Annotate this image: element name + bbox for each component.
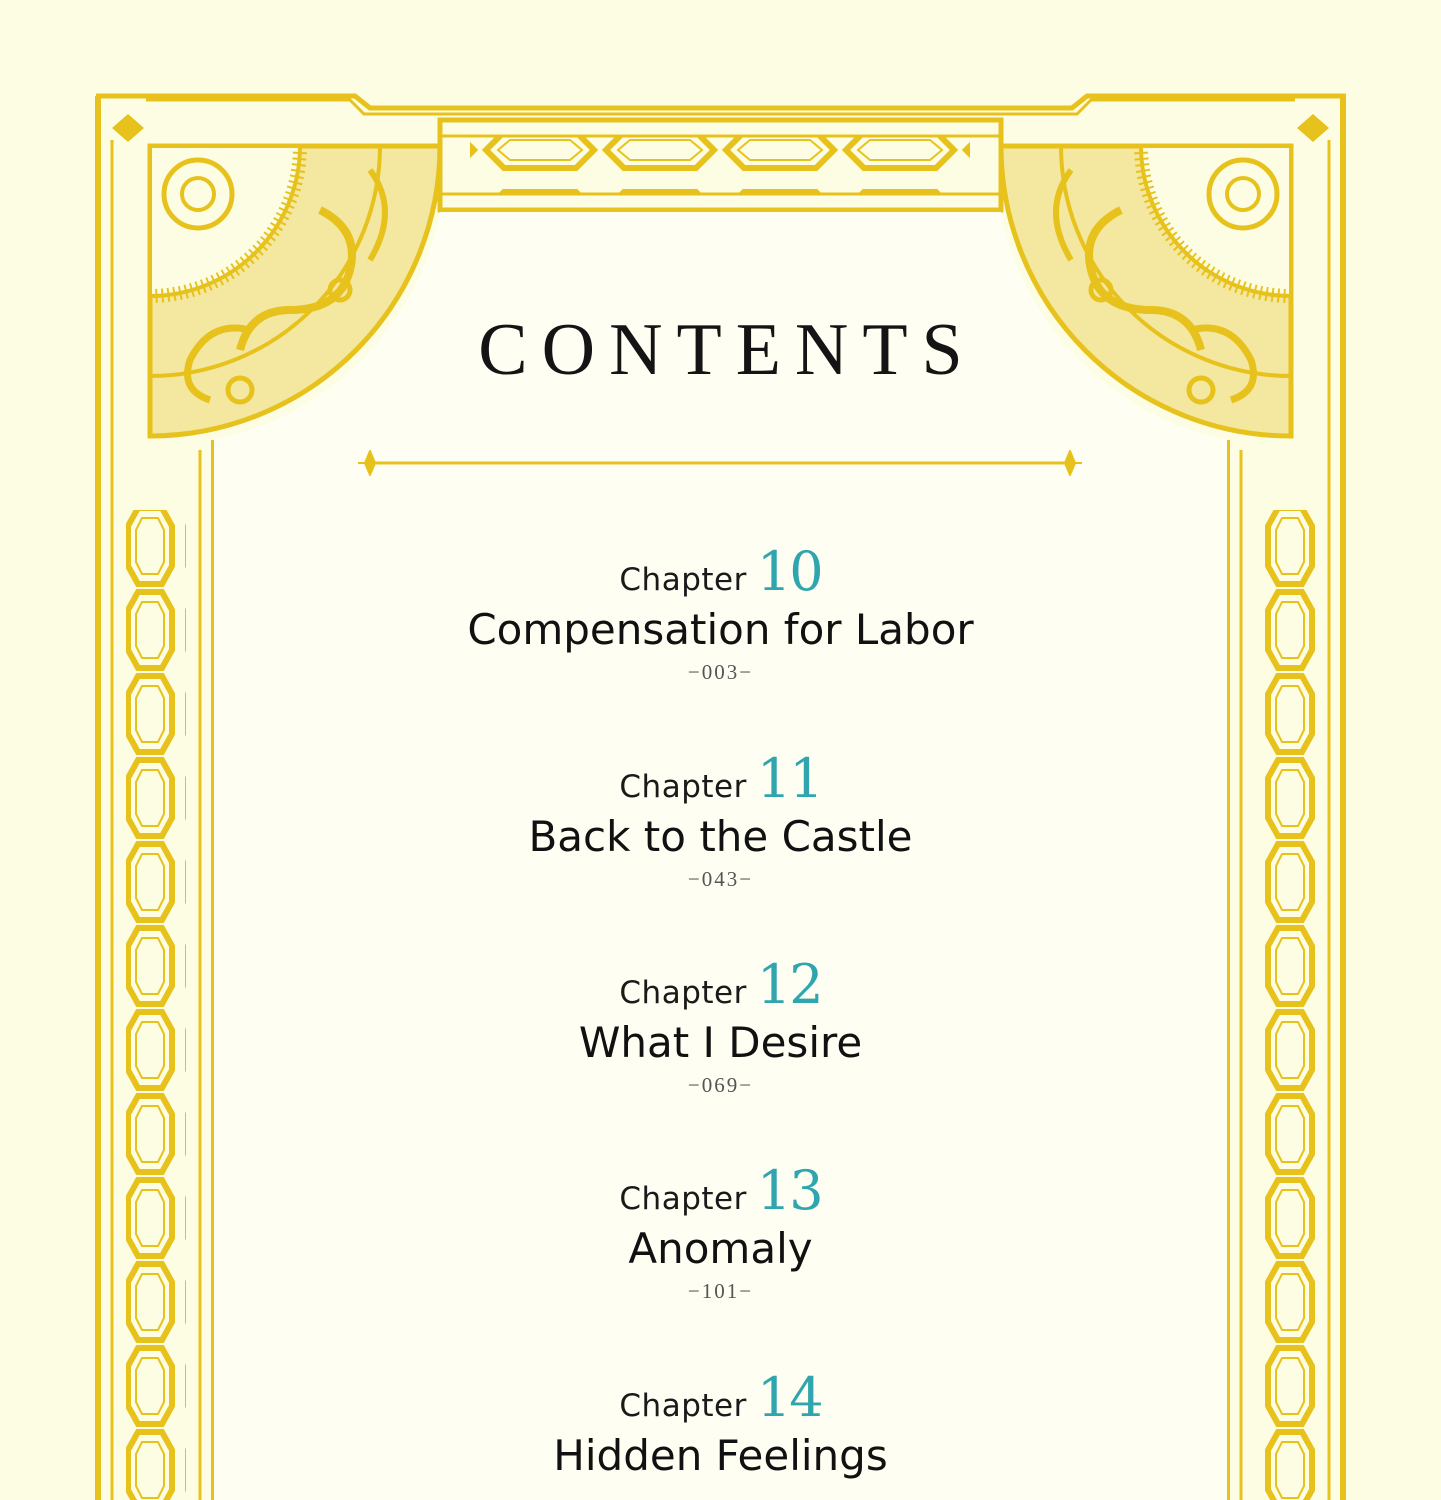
chapter-page: −003−: [687, 660, 754, 684]
chapter-number: 14: [756, 1366, 822, 1429]
chapter-page: −101−: [687, 1279, 754, 1303]
list-item[interactable]: [0, 749, 1441, 892]
chapter-title: Compensation for Labor: [467, 605, 974, 654]
chapter-label: Chapter: [619, 975, 747, 1011]
chapter-heading: [0, 955, 1441, 1015]
chapter-label: Chapter: [619, 562, 747, 598]
chapter-label: Chapter: [619, 1181, 747, 1217]
chapter-number: 12: [756, 953, 822, 1016]
chapter-number: 10: [756, 540, 822, 603]
chapter-number: 13: [756, 1159, 822, 1222]
chapter-page: −043−: [687, 867, 754, 891]
page-title: CONTENTS: [478, 309, 977, 391]
chapter-heading: [0, 542, 1441, 602]
chapter-heading: [0, 749, 1441, 809]
chapter-number: 11: [756, 747, 822, 810]
chapter-heading: [0, 1368, 1441, 1428]
list-item[interactable]: [0, 542, 1441, 685]
chapter-title: What I Desire: [578, 1018, 863, 1067]
chapter-title: Anomaly: [628, 1224, 813, 1273]
chapter-label: Chapter: [619, 769, 747, 805]
list-item[interactable]: [0, 955, 1441, 1098]
chapter-label: Chapter: [619, 1388, 747, 1424]
chapter-page: −069−: [687, 1073, 754, 1097]
chapter-title: Back to the Castle: [528, 812, 913, 861]
list-item[interactable]: [0, 1368, 1441, 1484]
list-item[interactable]: [0, 1161, 1441, 1304]
chapter-heading: [0, 1161, 1441, 1221]
chapter-title: Hidden Feelings: [553, 1431, 888, 1480]
